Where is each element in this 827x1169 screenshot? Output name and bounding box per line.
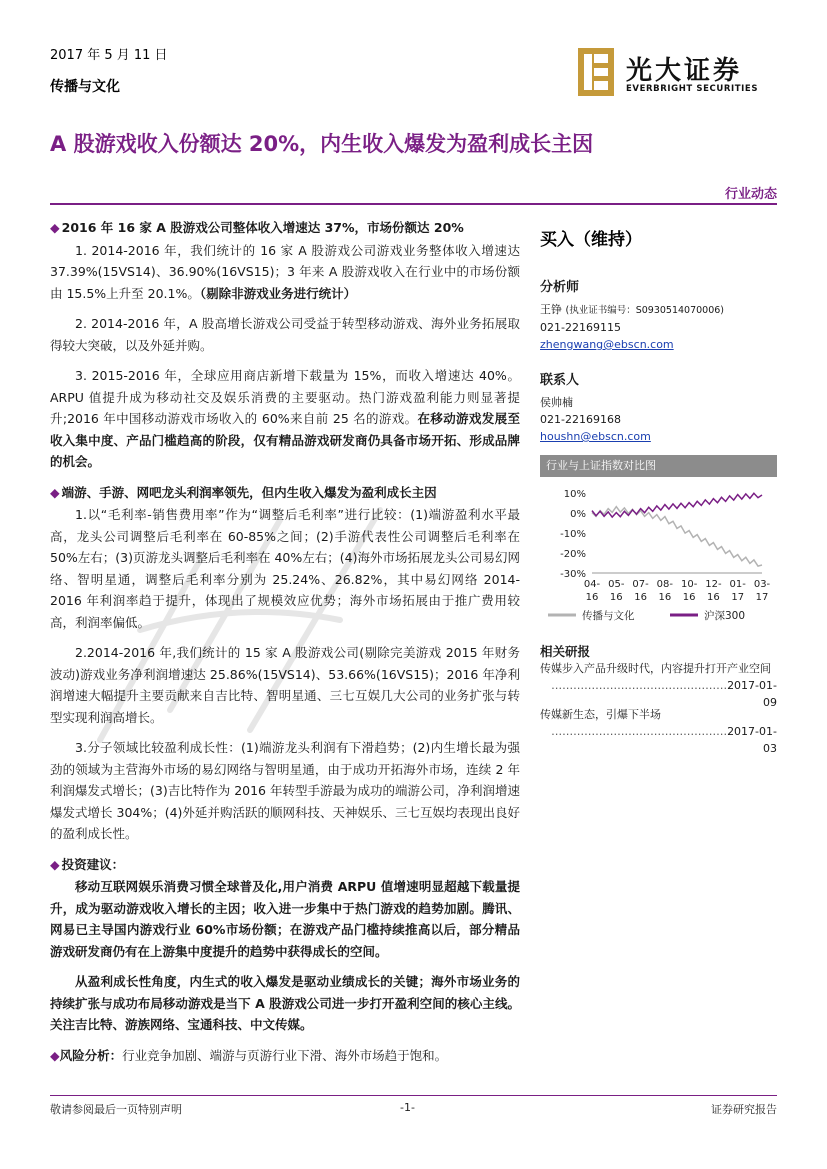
paragraph: 1. 2014-2016 年，我们统计的 16 家 A 股游戏公司游戏业务整体收入增速达 37.39%(15VS14)、36.90%(16VS15)；3 年来 A 股游戏收入在行业中的市场份额由 15.5%上升至 20.1%。（剔除非游戏业务进行统计） (50, 242, 520, 301)
logo-mark-icon (578, 48, 614, 96)
y-tick-label: 10% (563, 489, 586, 500)
section-heading: ◆ 2016 年 16 家 A 股游戏公司整体收入增速达 37%，市场份额达 20% (50, 220, 464, 235)
x-tick-label: 16 (707, 592, 720, 603)
comparison-chart (540, 455, 777, 630)
x-tick-label: 01- (729, 579, 746, 590)
paragraph: 3.分子领域比较盈利成长性：(1)端游龙头利润有下滑趋势；(2)内生增长最为强劲的领域为主营海外市场的易幻网络与智明星通，由于成功开拓海外市场，连续 2 年利润爆发式增长；(3)吉比特作为 2016 年转型手游最为成功的端游公司，净利润增速爆发式增长 304%；(4)外延并购活跃的顺网科技、天神娱乐、三七互娱均表现出良好的盈利成长性。 (50, 740, 520, 841)
diamond-bullet-icon: ◆ (50, 220, 60, 235)
page-number: -1- (400, 1101, 415, 1114)
y-tick-label: -10% (560, 529, 586, 540)
x-tick-label: 16 (658, 592, 672, 603)
report-date: 2017 年 5 月 11 日 (50, 48, 168, 63)
x-tick-label: 12- (705, 579, 722, 590)
chart-svg (540, 477, 777, 630)
paragraph: 从盈利成长性角度，内生式的收入爆发是驱动业绩成长的关键；海外市场业务的持续扩张与成功布局移动游戏是当下 A 股游戏公司进一步打开盈利空间的核心主线。关注吉比特、游族网络、宝通科技、中文传媒。 (50, 974, 520, 1032)
paragraph: 移动互联网娱乐消费习惯全球普及化,用户消费 ARPU 值增速明显超越下载量提升，成为驱动游戏收入增长的主因；收入进一步集中于热门游戏的趋势加剧。腾讯、网易已主导国内游戏行业 60%市场份额；在游戏产品门槛持续推高以后，部分精品游戏研发商仍有在上游集中度提升的趋势中获得成长的空间。 (50, 879, 520, 959)
logo-text-en: EVERBRIGHT SECURITIES (626, 84, 759, 94)
related-report-2[interactable]: 传媒新生态，引爆下半场 …………………………………………2017-01-03 (540, 708, 777, 755)
y-tick-label: -30% (560, 569, 586, 580)
footer-disclaimer: 敬请参阅最后一页特别声明 (50, 1103, 182, 1116)
paragraph: 3. 2015-2016 年，全球应用商店新增下载量为 15%，而收入增速达 40%。ARPU 值提升成为移动社交及娱乐消费的主要驱动。热门游戏盈利能力则显著提升;2016 年中国移动游戏市场收入的 60%来自前 25 名的游戏。在移动游戏发展至收入集中度、产品门槛趋高的阶段，仅有精品游戏研发商仍具备市场开拓、形成品牌的机会。 (50, 368, 520, 469)
diamond-bullet-icon: ◆ (50, 1047, 60, 1063)
x-tick-label: 03- (753, 579, 771, 590)
y-tick-label: -20% (560, 549, 586, 560)
rating: 买入（维持） (540, 230, 642, 250)
logo-text-cn: 光大证券 (626, 56, 743, 86)
x-tick-label: 17 (755, 592, 769, 603)
diamond-bullet-icon: ◆ (50, 856, 60, 872)
sector-label: 传播与文化 (50, 79, 120, 95)
footer-report-label: 证券研究报告 (711, 1103, 777, 1116)
x-tick-label: 17 (731, 592, 745, 603)
sidebar (540, 225, 777, 445)
x-tick-label: 10- (680, 579, 698, 590)
y-tick-label: 0% (570, 509, 586, 520)
legend-label: 沪深300 (704, 610, 746, 622)
report-title: A 股游戏收入份额达 20%，内生收入爆发为盈利成长主因 (50, 132, 594, 156)
related-report-1[interactable]: 传媒步入产品升级时代，内容提升打开产业空间 …………………………………………2017-01-09 (540, 662, 777, 709)
header-divider (50, 203, 777, 205)
x-tick-label: 05- (608, 579, 625, 590)
paragraph: 1.以“毛利率-销售费用率”作为“调整后毛利率”进行比较：(1)端游盈利水平最高，龙头公司调整后毛利率在 60-85%之间；(2)手游代表性公司调整后毛利率在 50%左右；(3)页游龙头调整后毛利率在 40%左右；(4)海外市场拓展龙头公司易幻网络、智明星通，调整后毛利率分别为 25.24%、26.82%，其中易幻网络 2014-2016 年利润率趋于提升，体现出了规模效应优势；海外市场拓展由于推广费用较高，利润率偏低。 (50, 507, 520, 630)
related-heading: 相关研报 (540, 644, 591, 659)
paragraph: 2.2014-2016 年,我们统计的 15 家 A 股游戏公司(剔除完美游戏 2015 年财务波动)游戏业务净利润增速达 25.86%(15VS14)、53.66%(16VS15)；2016 年净利润增速大幅提升主要贡献来自吉比特、智明星通、三七互娱几大公司的业务扩张与转型实现利润高增长。 (50, 645, 520, 725)
x-tick-label: 16 (585, 592, 599, 603)
analyst-heading: 分析师 (540, 280, 580, 295)
footer-divider (50, 1095, 777, 1096)
analyst-email-link[interactable]: zhengwang@ebscn.com (540, 338, 674, 351)
x-tick-label: 16 (634, 592, 647, 603)
contact-name: 侯帅楠 (540, 396, 573, 409)
diamond-bullet-icon: ◆ (50, 484, 60, 500)
x-tick-label: 07- (632, 579, 649, 590)
x-tick-label: 08- (656, 579, 674, 590)
analyst-phone: 021-22169115 (540, 321, 621, 334)
contact-email-link[interactable]: houshn@ebscn.com (540, 430, 651, 443)
chart-title: 行业与上证指数对比图 (540, 455, 777, 477)
paragraph: 2. 2014-2016 年，A 股高增长游戏公司受益于转型移动游戏、海外业务拓展取得较大突破，以及外延并购。 (50, 316, 520, 353)
main-content (50, 217, 520, 1066)
legend-label: 传播与文化 (582, 610, 635, 622)
contact-phone: 021-22169168 (540, 413, 621, 426)
section-heading: ◆ 端游、手游、网吧龙头利润率领先，但内生收入爆发为盈利成长主因 (50, 484, 437, 500)
section-heading: ◆ 投资建议： (50, 856, 125, 872)
series-line-2 (592, 493, 762, 517)
analyst-name-line: 王铮 (执业证书编号：S0930514070006) (540, 303, 725, 316)
risk-line: ◆风险分析：行业竞争加剧、端游与页游行业下滑、海外市场趋于饱和。 (50, 1047, 448, 1063)
x-tick-label: 16 (609, 592, 623, 603)
x-tick-label: 16 (682, 592, 696, 603)
x-tick-label: 04- (583, 579, 601, 590)
report-type: 行业动态 (724, 187, 777, 202)
company-logo (578, 48, 778, 98)
contact-heading: 联系人 (540, 373, 580, 388)
series-line-1 (592, 507, 762, 566)
